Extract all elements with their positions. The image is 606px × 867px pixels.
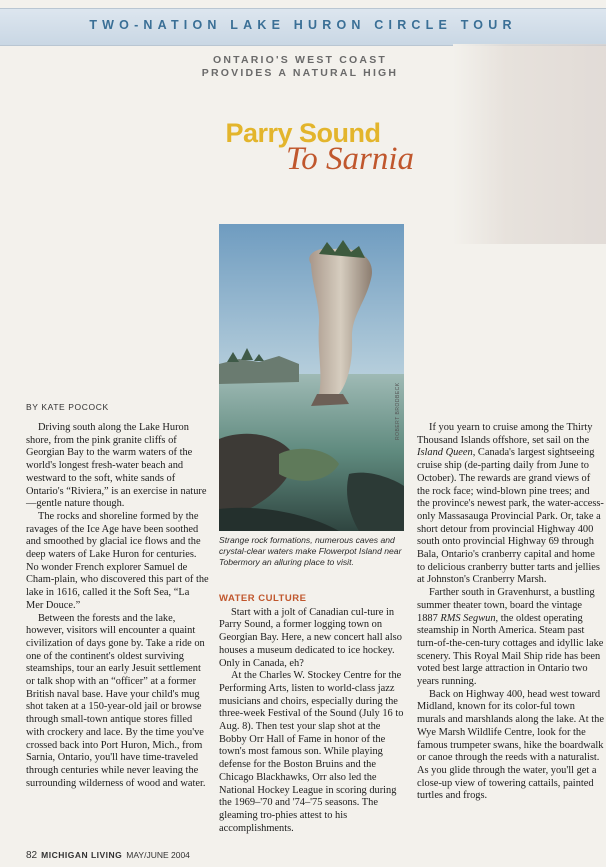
magazine-name: MICHIGAN LIVING xyxy=(41,850,123,860)
paragraph: Between the forests and the lake, however, visitors will encounter a quaint civilization of days gone by. Take a ride on one of the continent's oldest surviving steamships, tour an early Jesuit settlement or talk shop with an “officer” at a former British naval base. Have your child's mug shot taken at a 150-year-old jail or browse through small-town antique stores filled with crockery and lace. By the time you've crossed back into Port Huron, Mich., from Sarnia, Ontario, you'll have time-traveled through centuries while never leaving the surrounding wilderness of wood and water. xyxy=(26,612,206,789)
paragraph xyxy=(417,587,604,689)
paragraph: Start with a jolt of Canadian cul-ture in Parry Sound, a former logging town on Georgian Bay. Here, a new concert hall also houses a museum dedicated to ice hockey. Only in Canada, eh? xyxy=(219,606,402,669)
flowerpot-island-photo xyxy=(219,224,404,531)
headline-line-1: Parry Sound xyxy=(225,118,381,148)
article-column-3 xyxy=(417,422,604,803)
text-run: If you yearn to cruise among the Thirty Thousand Islands offshore, set sail on the xyxy=(417,422,593,446)
photo-caption: Strange rock formations, numerous caves and crystal-clear waters make Flowerpot Island near Tobermory an alluring place to visit. xyxy=(219,535,402,567)
article-column-2 xyxy=(219,593,409,835)
paragraph: Back on Highway 400, head west toward Midland, known for its color-ful town murals and marshlands along the lake. At the Wye Marsh Wildlife Centre, look for the famous trumpeter swans, hike the boardwalk or canoe through the reeds with a naturalist. As you glide through the water, you'll get a close-up view of towering cattails, painted turtles and frogs. xyxy=(417,688,604,802)
series-title: TWO-NATION LAKE HURON CIRCLE TOUR xyxy=(89,18,517,32)
deck-line-1: ONTARIO'S WEST COAST xyxy=(212,54,388,66)
page-folio xyxy=(26,850,190,861)
text-run: , the oldest operating steamship in North America. Steam past turn-of-the-cen-tury cottages and idyllic lake scenery. This Royal Mail Ship ride has been voted best large attraction in Ontario two years running. xyxy=(417,612,604,688)
text-run: , Canada's largest sightseeing cruise ship (de-parting daily from June to October). The rewards are grand views of the rock face; wind-blown pine trees; and the province's newest park, the water-access-only Massasauga Provincial Park. Or, take a short detour from provincial Highway 400 south onto provincial Highway 69 through Bala, Ontario's cranberry capital and home to delicious cranberry butter tarts and jellies at Johnston's Cranberry Marsh. xyxy=(417,447,604,586)
facing-page-bleed xyxy=(453,44,606,244)
text-run: Farther south in Gravenhurst, a bustling summer theater town, board the vintage 1887 xyxy=(417,587,595,624)
photo-credit: ROBERT BRODBECK xyxy=(395,382,401,440)
ship-name: Island Queen xyxy=(417,447,473,459)
section-heading: WATER CULTURE xyxy=(219,593,307,604)
deck-line-2: PROVIDES A NATURAL HIGH xyxy=(201,67,399,79)
paragraph xyxy=(417,422,604,587)
photo-illustration xyxy=(219,224,404,531)
paragraph: The rocks and shoreline formed by the ravages of the Ice Age have been soothed and smoothed by glacial ice flows and the deep waters of Lake Huron for centuries. No wonder French explorer Samuel de Cham-plain, who discovered this part of the lake in 1616, called it the Soft Sea, “La Mer Douce.” xyxy=(26,510,209,611)
paragraph: At the Charles W. Stockey Centre for the Performing Arts, listen to world-class jazz musicians and choirs, especially during the three-week Festival of the Sound (July 16 to Aug. 8). Then test your slap shot at the Bobby Orr Hall of Fame in honor of the town's most famous son. While playing defense for the Boston Bruins and the Chicago Blackhawks, Orr also led the National Hockey League in scoring during the 1969–'70 and '74–'75 seasons. The gleaming tro-phies attest to his accomplishments. xyxy=(219,670,404,834)
issue-date: MAY/JUNE 2004 xyxy=(126,850,190,860)
headline-line-2: To Sarnia xyxy=(285,141,415,177)
article-column-1 xyxy=(26,422,209,790)
ship-name: RMS Segwun xyxy=(440,612,496,624)
byline: BY KATE POCOCK xyxy=(26,402,109,412)
page-number: 82 xyxy=(26,850,38,861)
paragraph: Driving south along the Lake Huron shore, from the pink granite cliffs of Georgian Bay to the warm waters of the world's longest fresh-water beach and westward to the soft, white sands of Ontario's “Riviera,” is an exercise in nature—gentle nature though. xyxy=(26,422,207,510)
